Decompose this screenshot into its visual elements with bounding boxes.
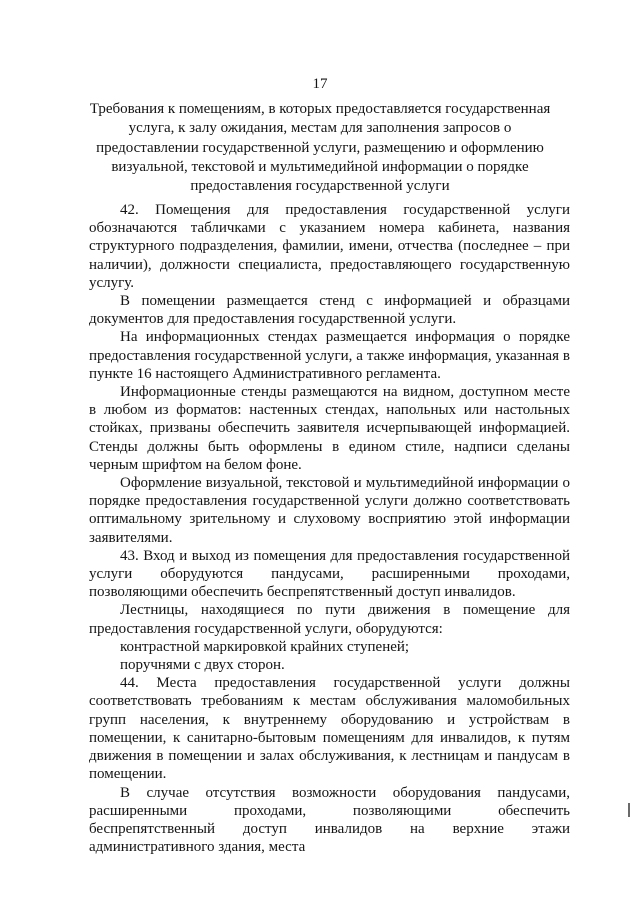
list-item-marking: контрастной маркировкой крайних ступеней; (120, 638, 410, 655)
paragraph-no-ramps: В случае отсутствия возможности оборудования пандусами, расширенными проходами, позволяющими обеспечить беспрепятственный доступ инвалидов на верхние этажи административного здания, места (89, 784, 570, 856)
document-body (89, 201, 570, 856)
list-item-handrails: поручнями с двух сторон. (120, 657, 285, 674)
paragraph-design: Оформление визуальной, текстовой и мультимедийной информации о порядке предоставления государственной услуги должно соответствовать оптимальному зрительному и слуховому восприятию этой информации заявителями. (89, 475, 570, 546)
section-heading: Требования к помещениям, в которых предоставляется государственная услуга, к залу ожидания, местам для заполнения запросов о предоставлении государственной услуги, размещению и оформлению визуальной, текстовой и мультимедийной информации о порядке предоставления государственной услуги (89, 101, 551, 195)
page-number: 17 (312, 76, 328, 92)
paragraph-stairs: Лестницы, находящиеся по пути движения в помещение для предоставления государственной услуги, оборудуются: (89, 602, 570, 637)
paragraph-stand-placement: Информационные стенды размещаются на видном, доступном месте в любом из форматов: настенных стендах, напольных или настольных стойках, призваны обеспечить заявителя исчерпывающей информацией. Стенды должны быть оформлены в едином стиле, надписи сделаны черным шрифтом на белом фоне. (89, 384, 570, 473)
paragraph-43: 43. Вход и выход из помещения для предоставления государственной услуги оборудуются пандусами, расширенными проходами, позволяющими обеспечить беспрепятственный доступ инвалидов. (89, 547, 570, 601)
paragraph-stand: В помещении размещается стенд с информацией и образцами документов для предоставления государственной услуги. (89, 293, 570, 328)
scan-margin-mark (628, 803, 630, 817)
paragraph-42: 42. Помещения для предоставления государственной услуги обозначаются табличками с указанием номера кабинета, названия структурного подразделения, фамилии, имени, отчества (последнее – при наличии), должности специалиста, предоставляющего государственную услугу. (89, 202, 570, 291)
paragraph-info-stands: На информационных стендах размещается информация о порядке предоставления государственной услуги, а также информация, указанная в пункте 16 настоящего Административного регламента. (89, 329, 570, 382)
paragraph-44: 44. Места предоставления государственной услуги должны соответствовать требованиям к местам обслуживания маломобильных групп населения, к внутреннему оборудованию и устройствам в помещении, к санитарно-бытовым помещениям для инвалидов, к путям движения в помещении и залах обслуживания, к лестницам и пандусам в помещении. (89, 675, 570, 783)
